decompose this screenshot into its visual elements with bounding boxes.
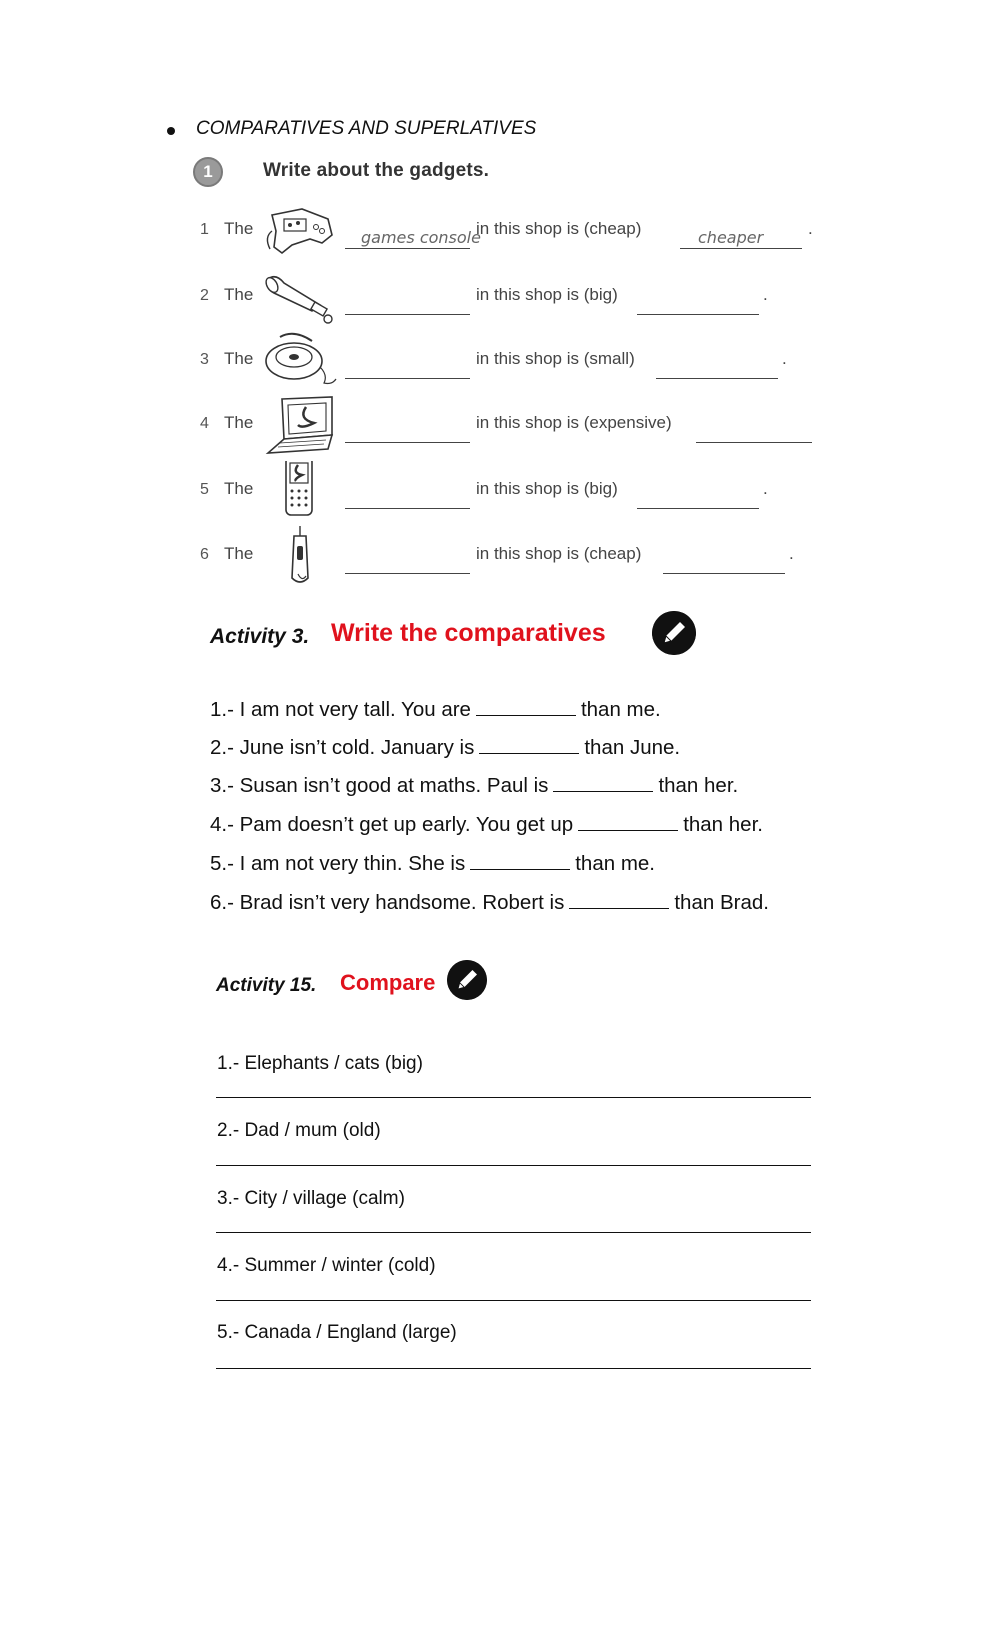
- answer-line[interactable]: [216, 1368, 811, 1369]
- row-end: .: [808, 219, 813, 238]
- activity-15-title: Compare: [340, 970, 436, 995]
- answer-blank-comparative[interactable]: [637, 493, 759, 509]
- page-title: COMPARATIVES AND SUPERLATIVES: [196, 118, 537, 139]
- gadget-row: [200, 401, 840, 461]
- activity-15-label: Activity 15.: [216, 975, 317, 996]
- cd-player-icon: [262, 331, 338, 391]
- row-the: The: [224, 413, 254, 432]
- answer-line[interactable]: [216, 1300, 811, 1301]
- sentence-item: 1.- I am not very tall. You are than me.: [210, 698, 661, 721]
- pencil-icon: [447, 960, 487, 1000]
- sentence-item: 4.- Pam doesn’t get up early. You get up than her.: [210, 813, 763, 836]
- row-number: 1: [200, 221, 209, 238]
- row-middle: in this shop is (big): [476, 285, 618, 304]
- answer-blank-comparative[interactable]: [680, 228, 802, 249]
- games-console-icon: [262, 201, 338, 261]
- bullet-point: [167, 127, 175, 135]
- answer-blank[interactable]: [479, 736, 579, 754]
- sentence-item: 6.- Brad isn’t very handsome. Robert is than Brad.: [210, 891, 769, 914]
- row-middle: in this shop is (cheap): [476, 544, 642, 563]
- answer-blank-comparative[interactable]: [696, 427, 812, 443]
- mobile-phone-icon: [262, 461, 338, 521]
- row-end: .: [763, 479, 768, 498]
- answer-blank-gadget[interactable]: [345, 228, 481, 249]
- torch-icon: [262, 267, 338, 327]
- answer-blank-comparative[interactable]: [637, 299, 759, 315]
- row-middle: in this shop is (cheap): [476, 219, 642, 238]
- compare-item: 4.- Summer / winter (cold): [217, 1255, 436, 1276]
- compare-item: 2.- Dad / mum (old): [217, 1120, 381, 1141]
- compare-item: 1.- Elephants / cats (big): [217, 1053, 423, 1074]
- row-the: The: [224, 349, 254, 368]
- electric-toothbrush-icon: [262, 526, 338, 586]
- pencil-icon: [652, 611, 696, 655]
- answer-blank-gadget[interactable]: [345, 427, 470, 443]
- compare-item: 5.- Canada / England (large): [217, 1322, 457, 1343]
- gadget-row: [200, 273, 840, 333]
- row-the: The: [224, 544, 254, 563]
- row-middle: in this shop is (small): [476, 349, 635, 368]
- answer-blank-gadget[interactable]: [345, 299, 470, 315]
- gadget-row: [200, 207, 840, 267]
- answer-line[interactable]: [216, 1232, 811, 1233]
- exercise-number-badge: 1: [193, 157, 223, 187]
- row-number: 6: [200, 546, 209, 563]
- gadget-row: [200, 532, 840, 592]
- row-number: 4: [200, 415, 209, 432]
- compare-item: 3.- City / village (calm): [217, 1188, 405, 1209]
- row-middle: in this shop is (big): [476, 479, 618, 498]
- gadget-row: [200, 337, 840, 397]
- answer-line[interactable]: [216, 1165, 811, 1166]
- row-end: .: [782, 349, 787, 368]
- answer-comparative: cheaper: [698, 228, 764, 247]
- sentence-item: 2.- June isn’t cold. January is than June.: [210, 736, 681, 759]
- answer-line[interactable]: [216, 1097, 811, 1098]
- row-the: The: [224, 479, 254, 498]
- sentence-item: 3.- Susan isn’t good at maths. Paul is than her.: [210, 774, 739, 797]
- row-the: The: [224, 285, 254, 304]
- row-number: 2: [200, 287, 209, 304]
- row-end: .: [763, 285, 768, 304]
- row-middle: in this shop is (expensive): [476, 413, 672, 432]
- answer-blank-comparative[interactable]: [663, 558, 785, 574]
- answer-blank[interactable]: [569, 891, 669, 909]
- sentence-item: 5.- I am not very thin. She is than me.: [210, 852, 656, 875]
- exercise-title: Write about the gadgets.: [263, 160, 490, 181]
- answer-blank[interactable]: [553, 774, 653, 792]
- row-end: .: [789, 544, 794, 563]
- gadget-row: [200, 467, 840, 527]
- row-number: 3: [200, 351, 209, 368]
- answer-blank[interactable]: [476, 698, 576, 716]
- activity-3-title: Write the comparatives: [331, 619, 606, 647]
- activity-3-label: Activity 3.: [210, 625, 310, 648]
- answer-blank[interactable]: [470, 852, 570, 870]
- laptop-icon: [262, 395, 338, 455]
- answer-blank-comparative[interactable]: [656, 363, 778, 379]
- row-number: 5: [200, 481, 209, 498]
- answer-blank-gadget[interactable]: [345, 363, 470, 379]
- answer-gadget: games console: [361, 228, 481, 247]
- answer-blank-gadget[interactable]: [345, 493, 470, 509]
- answer-blank[interactable]: [578, 813, 678, 831]
- answer-blank-gadget[interactable]: [345, 558, 470, 574]
- row-the: The: [224, 219, 254, 238]
